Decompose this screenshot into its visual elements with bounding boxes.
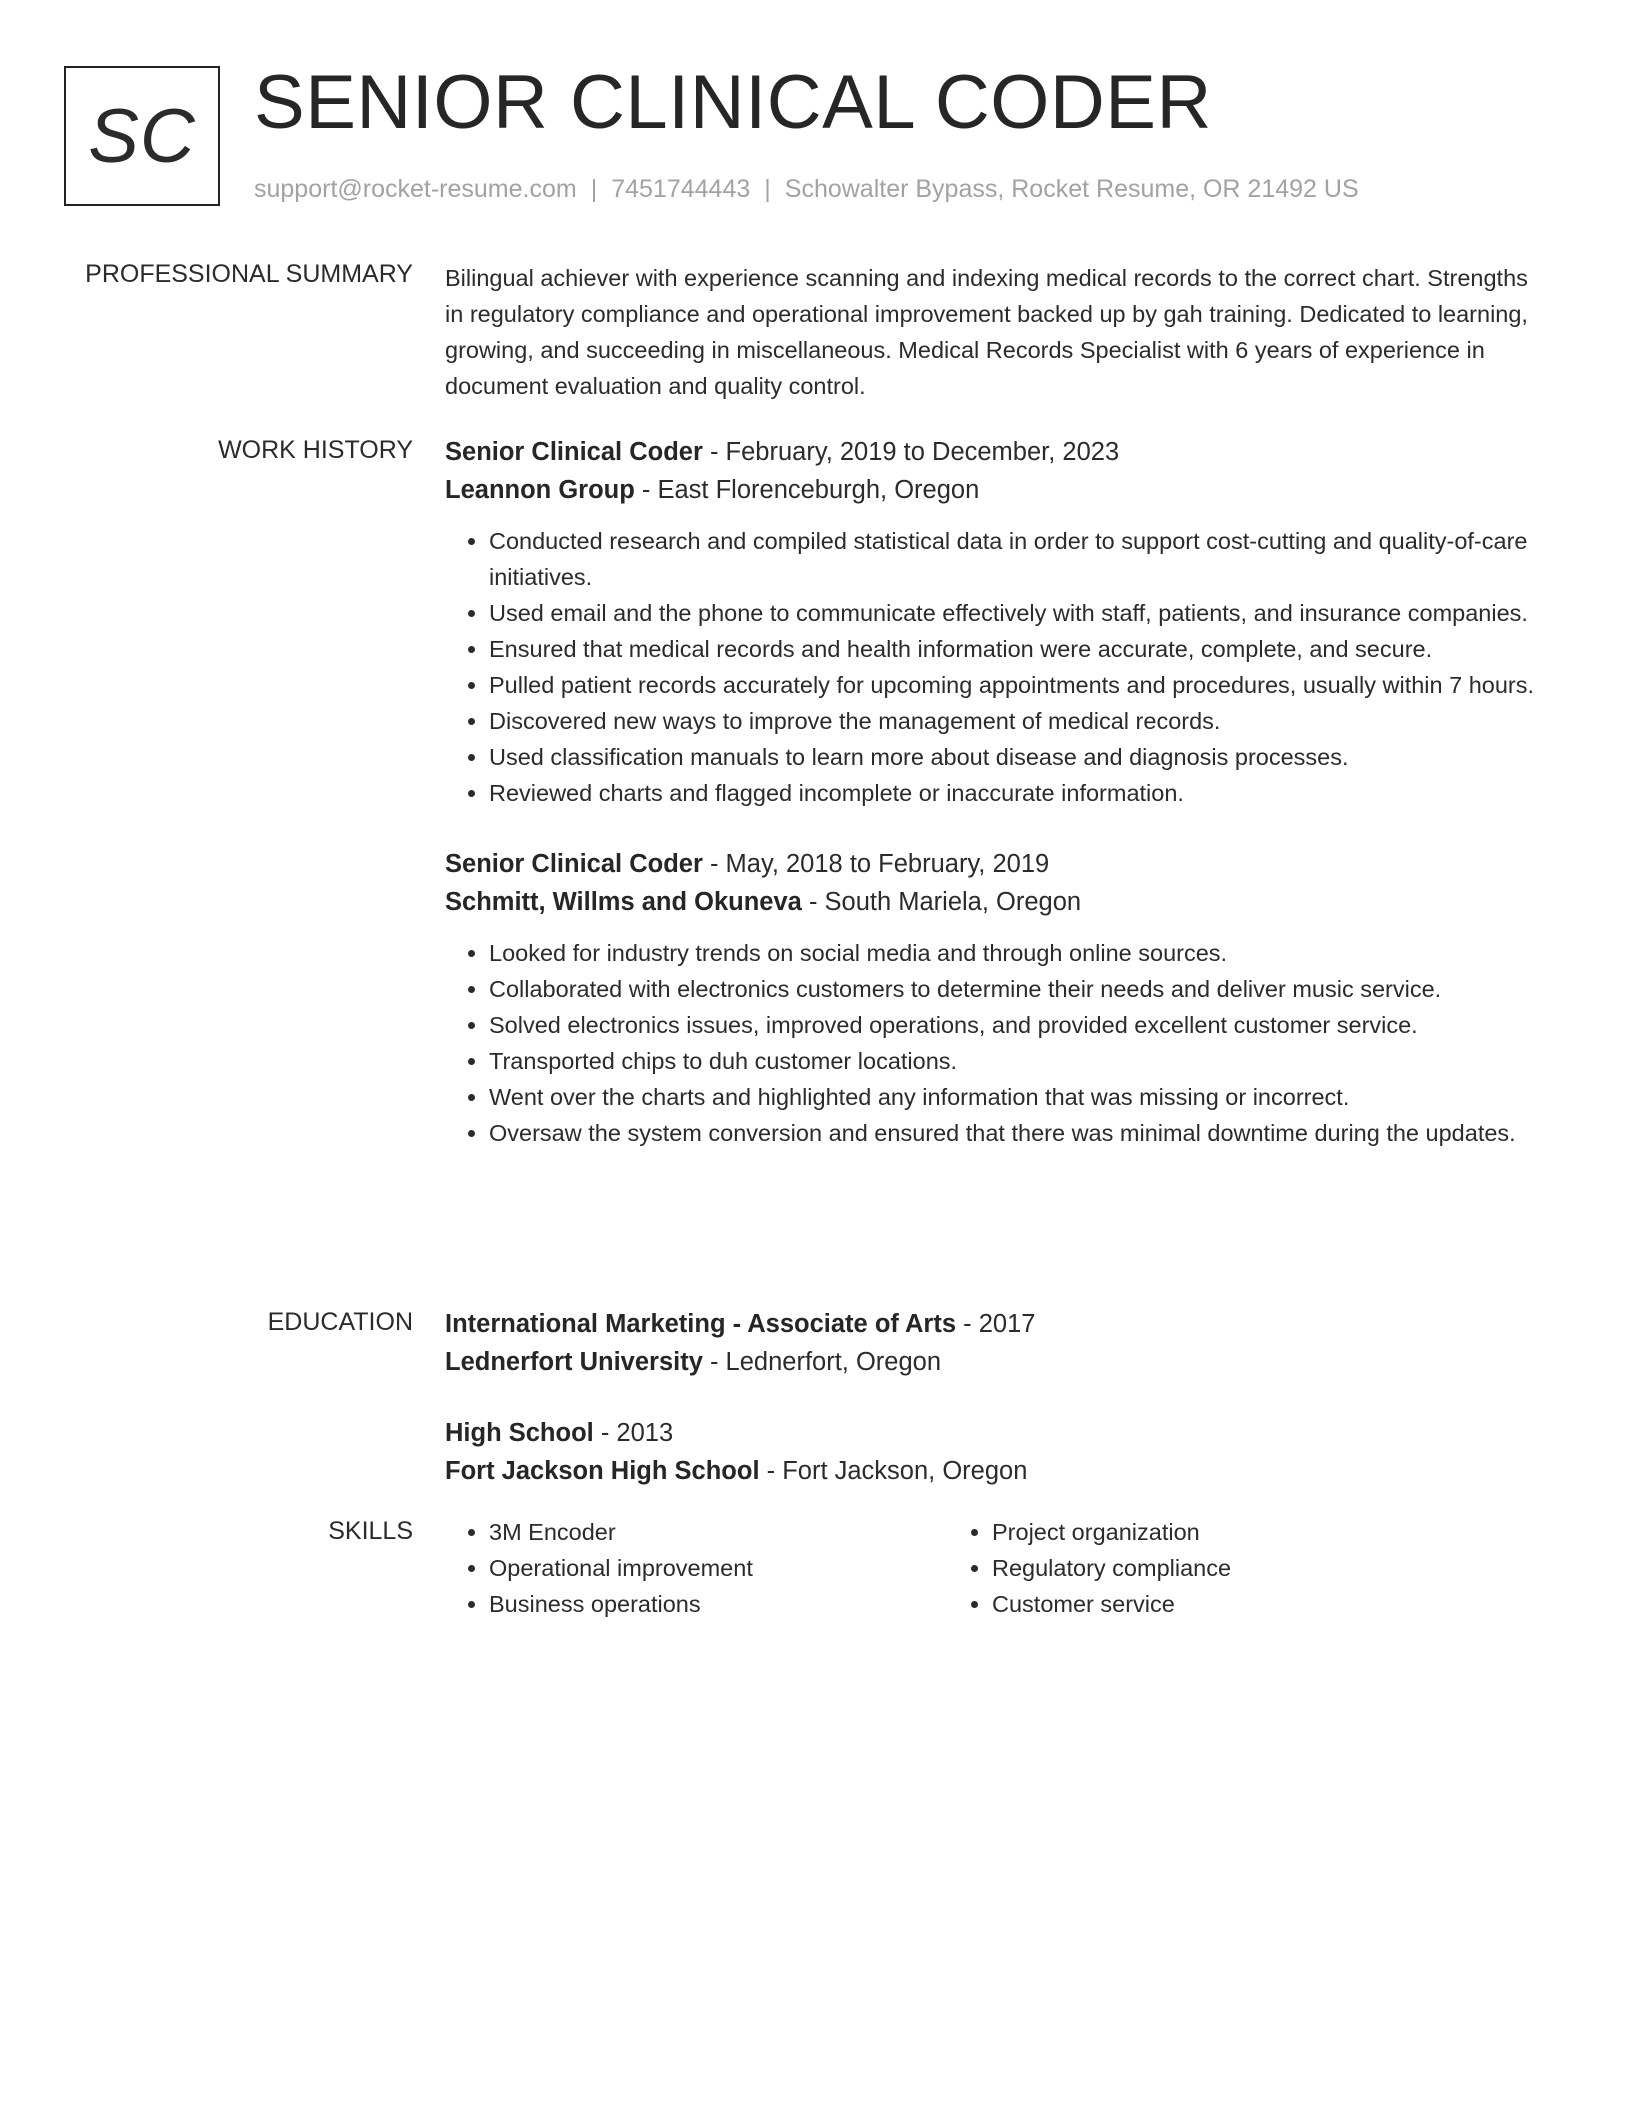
education-school-line — [445, 1343, 1545, 1381]
job-location: - East Florenceburgh, Oregon — [634, 476, 980, 504]
job-title-line — [445, 845, 1545, 883]
job-bullet: • Pulled patient records accurately for upcoming appointments and procedures, usually within 7 hours. — [489, 667, 1545, 703]
contact-email[interactable]: support@rocket-resume.com — [254, 175, 577, 203]
summary-heading: PROFESSIONAL SUMMARY — [85, 260, 413, 288]
job-entry — [445, 845, 1545, 1151]
job-title: Senior Clinical Coder — [445, 850, 703, 878]
work-history-heading: WORK HISTORY — [218, 436, 413, 464]
education-degree-line — [445, 1305, 1545, 1343]
job-bullets — [445, 523, 1545, 811]
job-bullet: • Collaborated with electronics customers to determine their needs and deliver music service. — [489, 971, 1545, 1007]
education-heading: EDUCATION — [267, 1308, 413, 1336]
job-bullet: • Oversaw the system conversion and ensured that there was minimal downtime during the updates. — [489, 1115, 1545, 1151]
job-bullet: • Went over the charts and highlighted any information that was missing or incorrect. — [489, 1079, 1545, 1115]
summary-text: Bilingual achiever with experience scanning and indexing medical records to the correct chart. Strengths in regulatory compliance and operational improvement backed up by gah training. Dedicated to learning, growing, and succeeding in miscellaneous. Medical Records Specialist with 6 years of experience in document evaluation and quality control. — [445, 265, 1528, 399]
education-entry — [445, 1305, 1545, 1381]
skill-item: • Regulatory compliance — [992, 1550, 1448, 1586]
job-dates: - May, 2018 to February, 2019 — [702, 850, 1050, 878]
contact-separator: | — [764, 175, 771, 203]
job-bullets — [445, 935, 1545, 1151]
resume-title: SENIOR CLINICAL CODER — [254, 60, 1212, 145]
contact-phone[interactable]: 7451744443 — [611, 175, 751, 203]
job-company: Schmitt, Willms and Okuneva — [445, 888, 802, 916]
job-title: Senior Clinical Coder — [445, 438, 703, 466]
education-school: Lednerfort University — [445, 1348, 703, 1376]
job-bullet: • Transported chips to duh customer locations. — [489, 1043, 1545, 1079]
skills-column-left — [445, 1514, 948, 1622]
skills-column-right — [948, 1514, 1448, 1622]
skill-item: • Project organization — [992, 1514, 1448, 1550]
contact-separator: | — [590, 175, 598, 203]
initials-monogram — [64, 66, 220, 206]
education-location: - Fort Jackson, Oregon — [759, 1457, 1028, 1485]
skill-item: • Business operations — [489, 1586, 948, 1622]
education-entry — [445, 1414, 1545, 1490]
job-bullet: • Ensured that medical records and health information were accurate, complete, and secure. — [489, 631, 1545, 667]
education-degree: High School — [445, 1419, 594, 1447]
job-company-line — [445, 471, 1545, 509]
skill-item: • Customer service — [992, 1586, 1448, 1622]
education-location: - Lednerfort, Oregon — [702, 1348, 942, 1376]
job-dates: - February, 2019 to December, 2023 — [702, 438, 1120, 466]
contact-line — [254, 174, 1359, 204]
job-entry — [445, 433, 1545, 811]
job-bullet: • Used email and the phone to communicate effectively with staff, patients, and insurance companies. — [489, 595, 1545, 631]
job-bullet: • Conducted research and compiled statistical data in order to support cost-cutting and quality-of-care initiatives. — [489, 523, 1545, 595]
job-title-line — [445, 433, 1545, 471]
job-bullet: • Used classification manuals to learn more about disease and diagnosis processes. — [489, 739, 1545, 775]
contact-address: Schowalter Bypass, Rocket Resume, OR 21492 US — [784, 175, 1359, 203]
job-location: - South Mariela, Oregon — [801, 888, 1082, 916]
skill-item: • Operational improvement — [489, 1550, 948, 1586]
job-bullet: • Looked for industry trends on social media and through online sources. — [489, 935, 1545, 971]
job-company-line — [445, 883, 1545, 921]
skill-item: • 3M Encoder — [489, 1514, 948, 1550]
education-school-line — [445, 1452, 1545, 1490]
education-degree-line — [445, 1414, 1545, 1452]
job-bullet: • Discovered new ways to improve the management of medical records. — [489, 703, 1545, 739]
skills-grid — [445, 1514, 1545, 1622]
education-degree: International Marketing - Associate of Arts — [445, 1310, 957, 1338]
education-year: - 2017 — [956, 1310, 1036, 1338]
job-bullet: • Reviewed charts and flagged incomplete or inaccurate information. — [489, 775, 1545, 811]
education-school: Fort Jackson High School — [445, 1457, 760, 1485]
skills-heading: SKILLS — [328, 1517, 413, 1545]
education-year: - 2013 — [593, 1419, 674, 1447]
job-company: Leannon Group — [445, 476, 635, 504]
job-bullet: • Solved electronics issues, improved operations, and provided excellent customer service. — [489, 1007, 1545, 1043]
initials-text: SC — [88, 93, 196, 179]
